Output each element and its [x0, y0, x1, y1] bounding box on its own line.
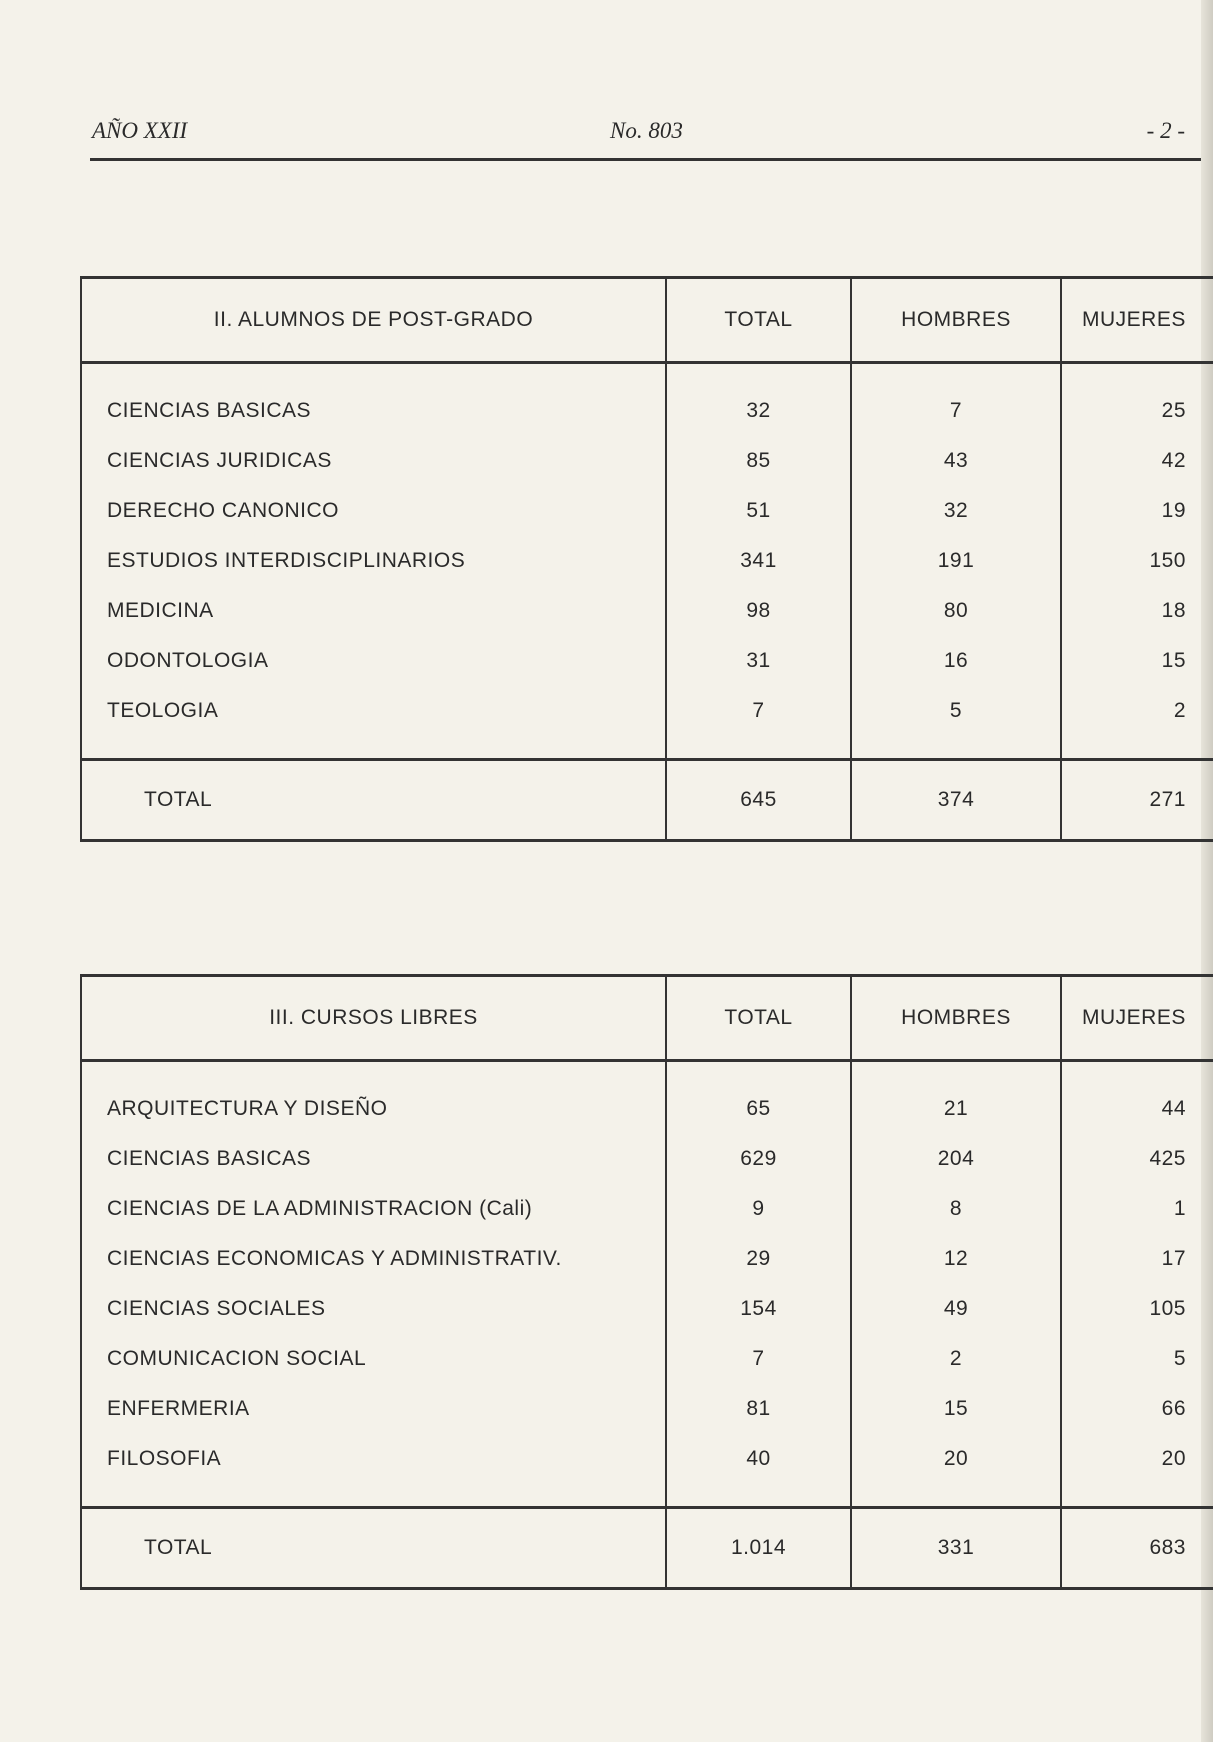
table-row	[81, 363, 1213, 437]
postgrad-table	[80, 276, 1213, 842]
row-total: 7	[666, 1334, 851, 1384]
row-name: MEDICINA	[81, 586, 666, 636]
header-page-number: - 2 -	[1146, 118, 1185, 143]
header-issue-number: No. 803	[610, 118, 683, 143]
table-row	[81, 1134, 1213, 1184]
cursos-libres-table	[80, 974, 1213, 1590]
row-hombres: 15	[851, 1384, 1061, 1434]
cursos-libres-total-row	[81, 1508, 1213, 1589]
row-total: 51	[666, 486, 851, 536]
row-hombres: 204	[851, 1134, 1061, 1184]
row-total: 9	[666, 1184, 851, 1234]
header-year: AÑO XXII	[92, 118, 188, 143]
row-hombres: 16	[851, 636, 1061, 686]
row-mujeres: 2	[1061, 686, 1213, 760]
postgrad-body	[81, 363, 1213, 760]
table-row	[81, 1061, 1213, 1135]
total-label: TOTAL	[81, 760, 666, 841]
row-name: TEOLOGIA	[81, 686, 666, 760]
row-hombres: 191	[851, 536, 1061, 586]
row-mujeres: 25	[1061, 363, 1213, 437]
row-total: 81	[666, 1384, 851, 1434]
total-label: TOTAL	[81, 1508, 666, 1589]
row-mujeres: 44	[1061, 1061, 1213, 1135]
row-hombres: 7	[851, 363, 1061, 437]
col-mujeres-header: MUJERES	[1061, 976, 1213, 1061]
row-name: DERECHO CANONICO	[81, 486, 666, 536]
row-mujeres: 15	[1061, 636, 1213, 686]
row-hombres: 5	[851, 686, 1061, 760]
row-total: 85	[666, 436, 851, 486]
row-name: CIENCIAS BASICAS	[81, 1134, 666, 1184]
row-hombres: 20	[851, 1434, 1061, 1508]
row-total: 31	[666, 636, 851, 686]
row-mujeres: 19	[1061, 486, 1213, 536]
table-row	[81, 1434, 1213, 1508]
row-total: 65	[666, 1061, 851, 1135]
row-name: COMUNICACION SOCIAL	[81, 1334, 666, 1384]
total-total: 1.014	[666, 1508, 851, 1589]
col-total-header: TOTAL	[666, 278, 851, 363]
row-total: 154	[666, 1284, 851, 1334]
row-total: 40	[666, 1434, 851, 1508]
cursos-libres-body	[81, 1061, 1213, 1508]
table-row	[81, 1184, 1213, 1234]
table-row	[81, 636, 1213, 686]
table-row	[81, 536, 1213, 586]
row-total: 7	[666, 686, 851, 760]
page-header	[90, 118, 1213, 161]
table-header-row	[81, 278, 1213, 363]
row-hombres: 32	[851, 486, 1061, 536]
postgrad-title: II. ALUMNOS DE POST-GRADO	[81, 278, 666, 363]
row-mujeres: 17	[1061, 1234, 1213, 1284]
row-mujeres: 105	[1061, 1284, 1213, 1334]
row-hombres: 80	[851, 586, 1061, 636]
row-mujeres: 150	[1061, 536, 1213, 586]
row-mujeres: 1	[1061, 1184, 1213, 1234]
row-hombres: 12	[851, 1234, 1061, 1284]
total-hombres: 331	[851, 1508, 1061, 1589]
row-mujeres: 18	[1061, 586, 1213, 636]
row-hombres: 43	[851, 436, 1061, 486]
row-hombres: 8	[851, 1184, 1061, 1234]
table-row	[81, 586, 1213, 636]
table-row	[81, 486, 1213, 536]
table-row	[81, 1334, 1213, 1384]
row-name: ARQUITECTURA Y DISEÑO	[81, 1061, 666, 1135]
row-hombres: 49	[851, 1284, 1061, 1334]
col-mujeres-header: MUJERES	[1061, 278, 1213, 363]
row-total: 29	[666, 1234, 851, 1284]
row-name: CIENCIAS JURIDICAS	[81, 436, 666, 486]
row-total: 341	[666, 536, 851, 586]
row-name: FILOSOFIA	[81, 1434, 666, 1508]
table-row	[81, 436, 1213, 486]
row-total: 32	[666, 363, 851, 437]
row-name: CIENCIAS ECONOMICAS Y ADMINISTRATIV.	[81, 1234, 666, 1284]
col-hombres-header: HOMBRES	[851, 976, 1061, 1061]
total-total: 645	[666, 760, 851, 841]
total-hombres: 374	[851, 760, 1061, 841]
postgrad-total-row	[81, 760, 1213, 841]
row-name: CIENCIAS BASICAS	[81, 363, 666, 437]
row-name: CIENCIAS DE LA ADMINISTRACION (Cali)	[81, 1184, 666, 1234]
row-mujeres: 20	[1061, 1434, 1213, 1508]
table-header-row	[81, 976, 1213, 1061]
row-total: 629	[666, 1134, 851, 1184]
total-mujeres: 271	[1061, 760, 1213, 841]
table-row	[81, 1284, 1213, 1334]
row-mujeres: 66	[1061, 1384, 1213, 1434]
row-hombres: 21	[851, 1061, 1061, 1135]
col-total-header: TOTAL	[666, 976, 851, 1061]
row-mujeres: 42	[1061, 436, 1213, 486]
col-hombres-header: HOMBRES	[851, 278, 1061, 363]
row-mujeres: 5	[1061, 1334, 1213, 1384]
table-row	[81, 1384, 1213, 1434]
row-name: ODONTOLOGIA	[81, 636, 666, 686]
total-mujeres: 683	[1061, 1508, 1213, 1589]
row-hombres: 2	[851, 1334, 1061, 1384]
cursos-libres-title: III. CURSOS LIBRES	[81, 976, 666, 1061]
row-total: 98	[666, 586, 851, 636]
table-row	[81, 686, 1213, 760]
row-name: ENFERMERIA	[81, 1384, 666, 1434]
row-mujeres: 425	[1061, 1134, 1213, 1184]
row-name: ESTUDIOS INTERDISCIPLINARIOS	[81, 536, 666, 586]
row-name: CIENCIAS SOCIALES	[81, 1284, 666, 1334]
table-row	[81, 1234, 1213, 1284]
